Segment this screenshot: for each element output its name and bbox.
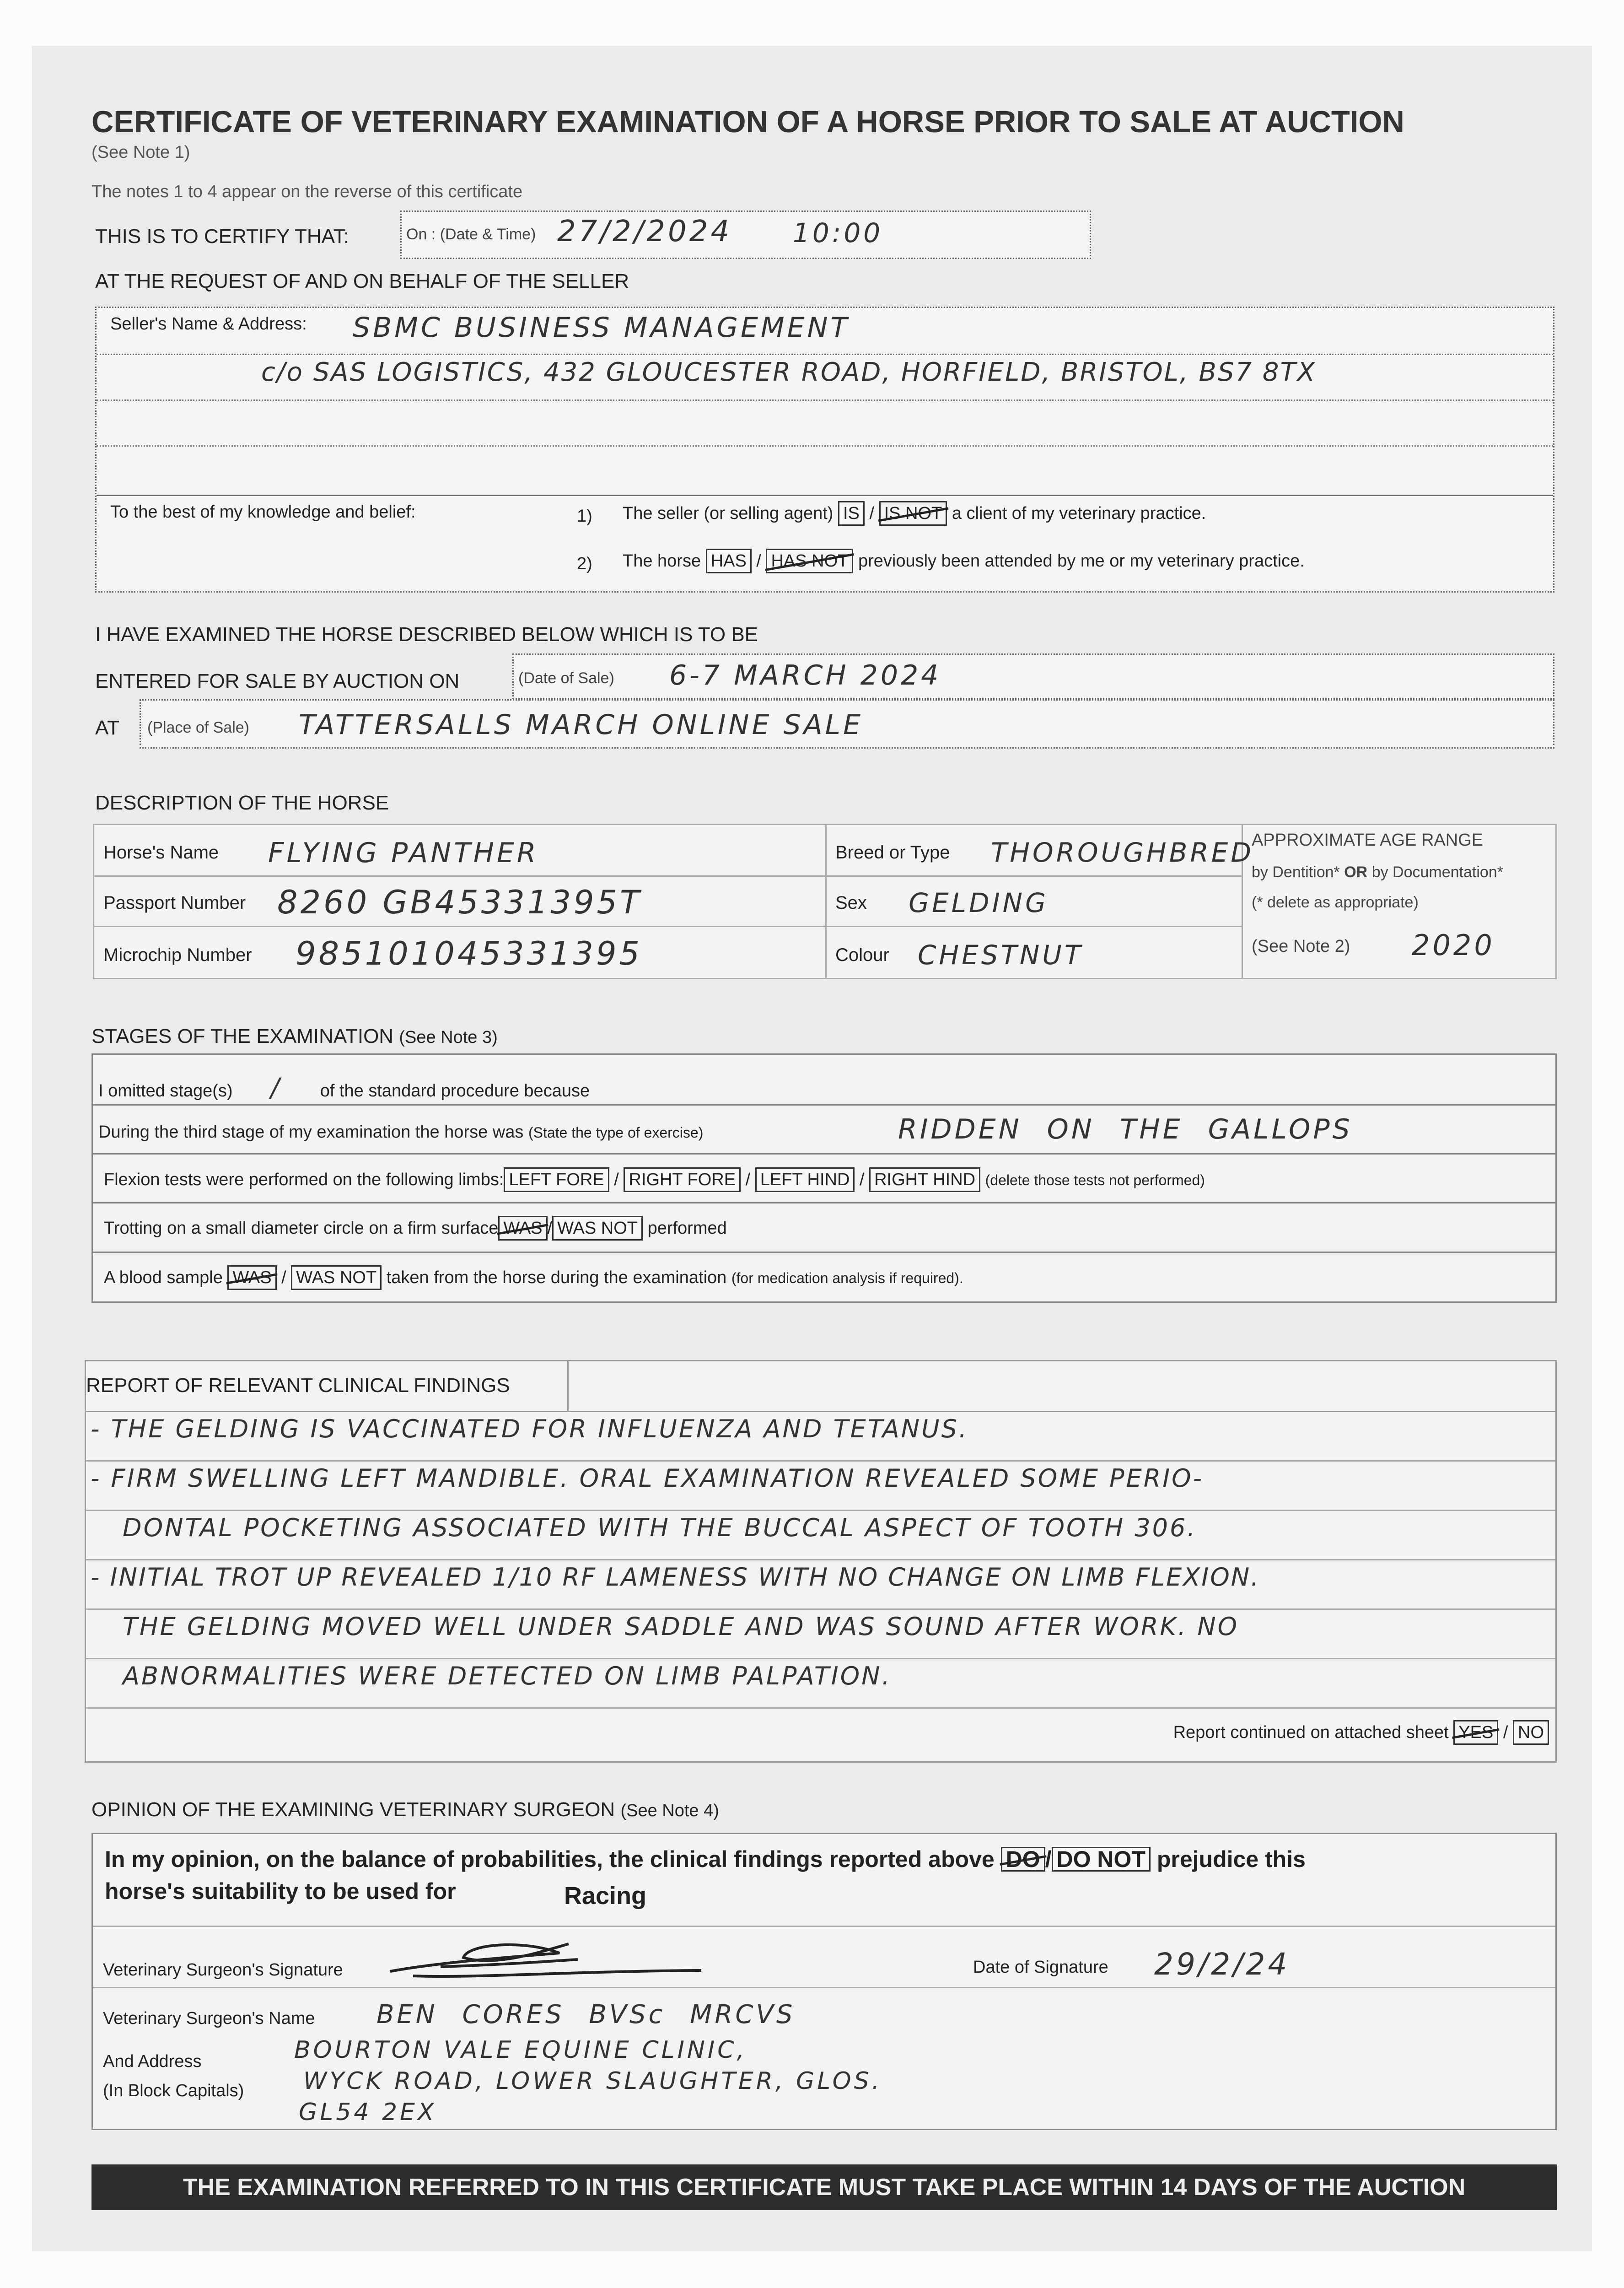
signature-date[interactable]: 29/2/24 xyxy=(1154,1947,1290,1982)
belief-label: To the best of my knowledge and belief: xyxy=(110,502,416,522)
q1-text: The seller (or selling agent) xyxy=(623,504,834,523)
flexion-sep-2: / xyxy=(745,1170,751,1189)
vet-address-line-3[interactable]: GL54 2EX xyxy=(299,2099,437,2126)
age-methods xyxy=(1252,863,1503,881)
blood-was-not-option[interactable]: WAS NOT xyxy=(291,1265,382,1290)
opinion-line-2-text: horse's suitability to be used for xyxy=(105,1878,456,1904)
trot-row xyxy=(104,1216,727,1241)
findings-heading: REPORT OF RELEVANT CLINICAL FINDINGS xyxy=(86,1374,510,1397)
q1-sep: / xyxy=(869,504,875,523)
examined-heading: I HAVE EXAMINED THE HORSE DESCRIBED BELOW WHICH IS TO BE xyxy=(95,623,758,646)
sex-label: Sex xyxy=(835,893,867,913)
sale-place-box[interactable] xyxy=(140,699,1554,749)
microchip-number[interactable]: 985101045331395 xyxy=(296,935,643,972)
q2-text: The horse xyxy=(623,551,701,571)
age-see-note: (See Note 2) xyxy=(1252,937,1350,956)
opinion-heading: OPINION OF THE EXAMINING VETERINARY SURGEON xyxy=(91,1798,615,1821)
continued-label: Report continued on attached sheet xyxy=(1173,1723,1449,1742)
at-label: AT xyxy=(95,717,119,739)
age-heading: APPROXIMATE AGE RANGE xyxy=(1252,831,1484,850)
age-value[interactable]: 2020 xyxy=(1412,928,1495,962)
horse-name-label: Horse's Name xyxy=(103,842,219,863)
blood-sep: / xyxy=(281,1268,286,1287)
q1-is-not-option[interactable]: IS NOT xyxy=(879,501,947,526)
opinion-heading-row xyxy=(91,1798,719,1821)
page-title: CERTIFICATE OF VETERINARY EXAMINATION OF A HORSE PRIOR TO SALE AT AUCTION xyxy=(91,105,1404,139)
seller-address[interactable]: c/o SAS LOGISTICS, 432 GLOUCESTER ROAD, HORFIELD, BRISTOL, BS7 8TX xyxy=(261,357,1317,387)
limb-left-fore[interactable]: LEFT FORE xyxy=(504,1167,609,1192)
sale-date-box[interactable] xyxy=(512,653,1554,699)
q2-number: 2) xyxy=(577,554,592,573)
footer-banner: THE EXAMINATION REFERRED TO IN THIS CERTIFICATE MUST TAKE PLACE WITHIN 14 DAYS OF THE AUCTION xyxy=(91,2164,1557,2210)
trot-post: performed xyxy=(647,1219,727,1238)
limb-right-fore[interactable]: RIGHT FORE xyxy=(624,1167,741,1192)
vet-address-label: And Address xyxy=(103,2052,202,2071)
opinion-line-1 xyxy=(105,1846,1306,1872)
q2-has-option[interactable]: HAS xyxy=(706,549,752,573)
age-or: OR xyxy=(1344,863,1368,881)
see-note-1: (See Note 1) xyxy=(91,143,190,162)
certify-label: THIS IS TO CERTIFY THAT: xyxy=(95,225,350,248)
sale-place: TATTERSALLS MARCH ONLINE SALE xyxy=(299,709,864,741)
finding-line-3[interactable]: DONTAL POCKETING ASSOCIATED WITH THE BUCCAL ASPECT OF TOOTH 306. xyxy=(123,1513,1197,1542)
seller-box xyxy=(95,307,1554,593)
limb-left-hind[interactable]: LEFT HIND xyxy=(755,1167,855,1192)
signature-label: Veterinary Surgeon's Signature xyxy=(103,1960,343,1980)
sale-date: 6-7 MARCH 2024 xyxy=(669,659,941,691)
flexion-row xyxy=(104,1167,1205,1192)
q1-row xyxy=(623,501,1206,526)
flexion-post: (delete those tests not performed) xyxy=(985,1172,1205,1188)
sex-value[interactable]: GELDING xyxy=(909,887,1049,918)
certify-date: 27/2/2024 xyxy=(557,215,732,248)
continued-row xyxy=(1173,1720,1549,1745)
finding-line-2[interactable]: - FIRM SWELLING LEFT MANDIBLE. ORAL EXAMINATION REVEALED SOME PERIO- xyxy=(91,1464,1204,1493)
continued-sep: / xyxy=(1503,1723,1508,1742)
description-heading: DESCRIPTION OF THE HORSE xyxy=(95,792,389,814)
stages-table xyxy=(91,1053,1557,1303)
colour-label: Colour xyxy=(835,945,889,965)
stages-note: (See Note 3) xyxy=(399,1028,498,1047)
sale-place-label: (Place of Sale) xyxy=(147,719,249,736)
age-by-dentition[interactable]: by Dentition* xyxy=(1252,863,1340,881)
omitted-row xyxy=(98,1073,590,1103)
q2-has-not-option[interactable]: HAS NOT xyxy=(766,549,853,573)
sale-date-label: (Date of Sale) xyxy=(518,669,614,687)
flexion-pre: Flexion tests were performed on the following limbs: xyxy=(104,1170,504,1189)
third-stage-exercise[interactable]: RIDDEN ON THE GALLOPS xyxy=(898,1113,1353,1145)
blood-note: (for medication analysis if required). xyxy=(731,1270,963,1286)
opinion-sep: / xyxy=(1045,1846,1052,1872)
vet-name-label: Veterinary Surgeon's Name xyxy=(103,2009,315,2028)
q1-is-option[interactable]: IS xyxy=(838,501,865,526)
opinion-do-option[interactable]: DO xyxy=(1001,1847,1045,1872)
finding-line-4[interactable]: - INITIAL TROT UP REVEALED 1/10 RF LAMENESS WITH NO CHANGE ON LIMB FLEXION. xyxy=(91,1563,1260,1592)
stages-heading: STAGES OF THE EXAMINATION xyxy=(91,1025,394,1047)
seller-name[interactable]: SBMC BUSINESS MANAGEMENT xyxy=(353,312,850,344)
vet-address-line-1[interactable]: BOURTON VALE EQUINE CLINIC, xyxy=(294,2036,747,2064)
limb-right-hind[interactable]: RIGHT HIND xyxy=(869,1167,980,1192)
entered-label: ENTERED FOR SALE BY AUCTION ON xyxy=(95,670,460,692)
microchip-label: Microchip Number xyxy=(103,945,252,965)
opinion-box xyxy=(91,1833,1557,2130)
continued-no-option[interactable]: NO xyxy=(1513,1720,1549,1745)
q2-post-text: previously been attended by me or my veterinary practice. xyxy=(858,551,1305,571)
q2-row xyxy=(623,549,1305,573)
passport-label: Passport Number xyxy=(103,893,246,913)
certify-date-box[interactable] xyxy=(400,210,1091,259)
certify-time: 10:00 xyxy=(793,217,883,248)
blood-pre: A blood sample xyxy=(104,1268,223,1287)
notes-text: The notes 1 to 4 appear on the reverse of this certificate xyxy=(91,182,523,201)
finding-line-1[interactable]: - THE GELDING IS VACCINATED FOR INFLUENZA AND TETANUS. xyxy=(91,1414,969,1443)
flexion-sep-3: / xyxy=(859,1170,865,1189)
description-table xyxy=(93,824,1557,979)
omitted-value[interactable]: / xyxy=(270,1073,282,1103)
breed-value[interactable]: THOROUGHBRED xyxy=(991,837,1254,868)
breed-label: Breed or Type xyxy=(835,842,950,863)
omitted-pre: I omitted stage(s) xyxy=(98,1081,233,1101)
signature-date-label: Date of Signature xyxy=(973,1958,1108,1977)
continued-yes-option[interactable]: YES xyxy=(1453,1720,1498,1745)
finding-line-6[interactable]: ABNORMALITIES WERE DETECTED ON LIMB PALPATION. xyxy=(123,1662,892,1690)
seller-label: Seller's Name & Address: xyxy=(110,314,307,334)
blood-was-option[interactable]: WAS xyxy=(227,1265,276,1290)
third-stage-pre: During the third stage of my examination the horse was xyxy=(98,1122,524,1142)
opinion-note: (See Note 4) xyxy=(620,1801,719,1820)
blood-post: taken from the horse during the examination xyxy=(386,1268,727,1287)
third-stage-note: (State the type of exercise) xyxy=(528,1124,704,1141)
q1-number: 1) xyxy=(577,507,592,526)
findings-box xyxy=(85,1360,1557,1763)
vet-name[interactable]: BEN CORES BVSc MRCVS xyxy=(376,2000,796,2029)
trot-was-option[interactable]: WAS xyxy=(498,1216,547,1241)
opinion-use[interactable]: Racing xyxy=(564,1882,647,1910)
blood-row xyxy=(104,1265,963,1290)
omitted-post: of the standard procedure because xyxy=(320,1081,590,1101)
on-date-label: On : (Date & Time) xyxy=(406,226,536,243)
trot-sep: / xyxy=(547,1219,553,1238)
signature-mark[interactable] xyxy=(386,1935,706,1990)
q2-sep: / xyxy=(756,551,761,571)
passport-number[interactable]: 8260 GB45331395T xyxy=(277,884,642,921)
opinion-do-not-option[interactable]: DO NOT xyxy=(1052,1847,1151,1872)
vet-address-note: (In Block Capitals) xyxy=(103,2081,244,2100)
colour-value[interactable]: CHESTNUT xyxy=(918,939,1084,971)
stages-heading-row xyxy=(91,1025,498,1048)
opinion-line-1-text: In my opinion, on the balance of probabilities, the clinical findings reported above xyxy=(105,1846,995,1872)
trot-was-not-option[interactable]: WAS NOT xyxy=(552,1216,643,1241)
finding-line-5[interactable]: THE GELDING MOVED WELL UNDER SADDLE AND WAS SOUND AFTER WORK. NO xyxy=(123,1612,1239,1641)
third-stage-row xyxy=(98,1122,703,1142)
request-heading: AT THE REQUEST OF AND ON BEHALF OF THE SELLER xyxy=(95,270,629,292)
vet-address-line-2[interactable]: WYCK ROAD, LOWER SLAUGHTER, GLOS. xyxy=(303,2067,882,2095)
q1-post-text: a client of my veterinary practice. xyxy=(952,504,1206,523)
trot-pre: Trotting on a small diameter circle on a firm surface xyxy=(104,1219,499,1238)
horse-name[interactable]: FLYING PANTHER xyxy=(268,837,539,869)
age-by-documentation[interactable]: by Documentation* xyxy=(1371,863,1503,881)
age-delete-note: (* delete as appropriate) xyxy=(1252,894,1419,911)
opinion-line-1-post: prejudice this xyxy=(1156,1846,1306,1872)
flexion-sep-1: / xyxy=(614,1170,619,1189)
